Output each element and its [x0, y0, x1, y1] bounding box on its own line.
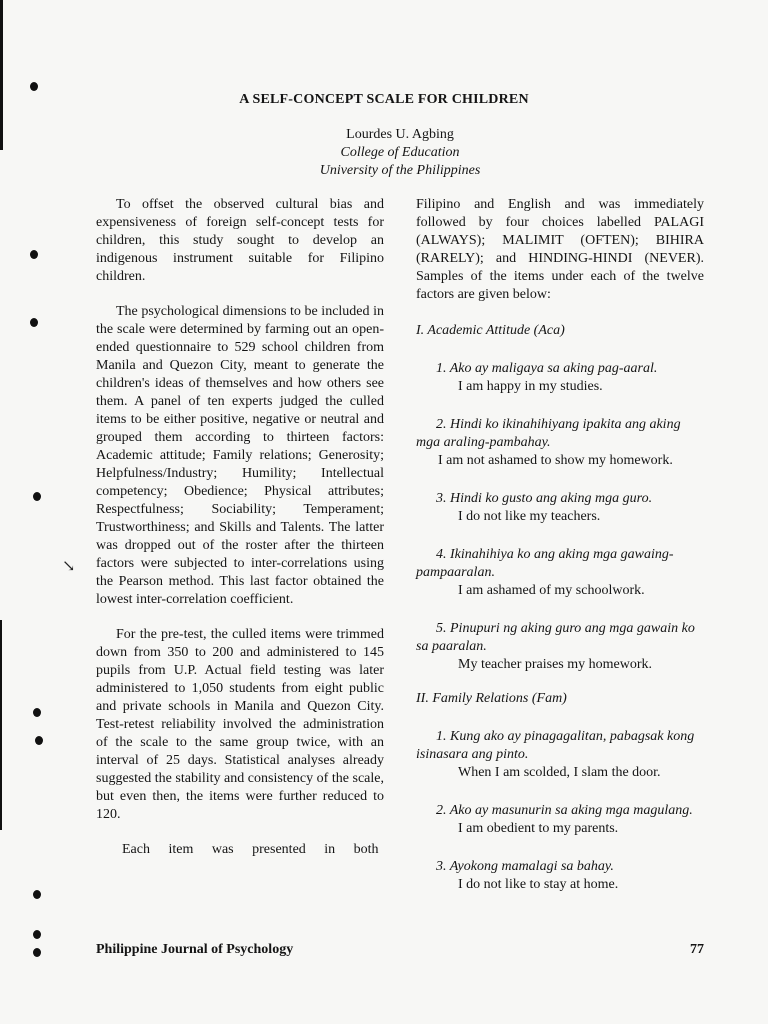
scan-edge-mark [0, 620, 2, 830]
item-filipino: 3. Hindi ko gusto ang aking mga guro. [436, 491, 653, 506]
paragraph: Each item was presented in both [122, 842, 379, 857]
scale-item [416, 620, 704, 674]
item-english: I do not like to stay at home. [458, 877, 619, 892]
punch-hole [30, 82, 38, 91]
punch-hole [33, 948, 41, 957]
left-column [96, 196, 384, 876]
byline [250, 126, 550, 180]
punch-hole [33, 930, 41, 939]
item-english: My teacher praises my homework. [458, 657, 652, 672]
scale-item [416, 360, 704, 396]
item-filipino: 3. Ayokong mamalagi sa bahay. [436, 859, 614, 874]
scale-item [416, 490, 704, 526]
item-english: I am obedient to my parents. [458, 821, 619, 836]
factor-heading: II. Family Relations (Fam) [416, 691, 567, 706]
punch-hole [35, 736, 43, 745]
item-filipino: 1. Ako ay maligaya sa aking pag-aaral. [436, 361, 658, 376]
author-name: Lourdes U. Agbing [346, 127, 454, 142]
item-english: I am not ashamed to show my homework. [438, 453, 673, 468]
factor-heading: I. Academic Attitude (Aca) [416, 323, 565, 338]
punch-hole [33, 708, 41, 717]
item-filipino: 5. Pinupuri ng aking guro ang mga gawain ko sa paaralan. [416, 621, 695, 654]
scale-item [416, 416, 704, 470]
punch-hole [30, 250, 38, 259]
item-filipino: 2. Ako ay masunurin sa aking mga magulang. [436, 803, 693, 818]
punch-hole [30, 318, 38, 327]
paper-title: A SELF-CONCEPT SCALE FOR CHILDREN [239, 92, 529, 107]
pencil-mark-icon: ↘ [62, 558, 76, 575]
item-english: When I am scolded, I slam the door. [458, 765, 661, 780]
scale-item [416, 802, 704, 838]
affiliation-college: College of Education [340, 145, 460, 160]
paragraph: To offset the observed cultural bias and expensiveness of foreign self-concept tests for children, this study sought to develop an indigenous instrument suitable for Filipino children. [96, 197, 384, 284]
item-english: I do not like my teachers. [458, 509, 601, 524]
page-number: 77 [690, 942, 704, 957]
item-english: I am ashamed of my schoolwork. [458, 583, 645, 598]
right-column [416, 196, 704, 914]
journal-name: Philippine Journal of Psychology [96, 942, 294, 957]
item-filipino: 4. Ikinahihiya ko ang aking mga gawaing-pampaaralan. [416, 547, 674, 580]
punch-hole [33, 492, 41, 501]
item-filipino: 1. Kung ako ay pinagagalitan, pabagsak kong isinasara ang pinto. [416, 729, 695, 762]
scan-edge-mark [0, 0, 3, 150]
punch-hole [33, 890, 41, 899]
paragraph: The psychological dimensions to be included in the scale were determined by farming out an open-ended questionnaire to 529 school children from Manila and Quezon City, meant to generate the children's ideas of themselves and how others see them. A panel of ten experts judged the culled items to be either positive, negative or neutral and grouped them according to thirteen factors: Academic attitude; Family relations; Generosity; Helpfulness/Industry; Humility; Intellectual competency; Obedience; Physical attributes; Respectfulness; Sociability; Temperament; Trustworthiness; and Skills and Talents. The latter was dropped out of the roster after the thirteen factors were subjected to inter-correlations using the Pearson method. This last factor obtained the lowest inter-correlation coefficient. [96, 304, 384, 607]
paragraph: Filipino and English and was immediately followed by four choices labelled PALAGI (ALWAYS); MALIMIT (OFTEN); BIHIRA (RARELY); and HINDING-HINDI (NEVER). Samples of the items under each of the twelve factors are given below: [416, 197, 704, 302]
item-filipino: 2. Hindi ko ikinahihiyang ipakita ang aking mga araling-pambahay. [416, 417, 681, 450]
item-english: I am happy in my studies. [458, 379, 603, 394]
scale-item [416, 546, 704, 600]
scan-edge [0, 0, 4, 1024]
scale-item [416, 858, 704, 894]
affiliation-university: University of the Philippines [319, 163, 481, 178]
paragraph: For the pre-test, the culled items were trimmed down from 350 to 200 and administered to 145 pupils from U.P. Actual field testing was later administered to 1,050 students from eight public and private schools in Manila and Quezon City. Test-retest reliability involved the administration of the scale to the same group twice, with an interval of 25 days. Statistical analyses already suggested the stability and consistency of the scale, but even then, the items were further reduced to 120. [96, 627, 384, 822]
scale-item [416, 728, 704, 782]
